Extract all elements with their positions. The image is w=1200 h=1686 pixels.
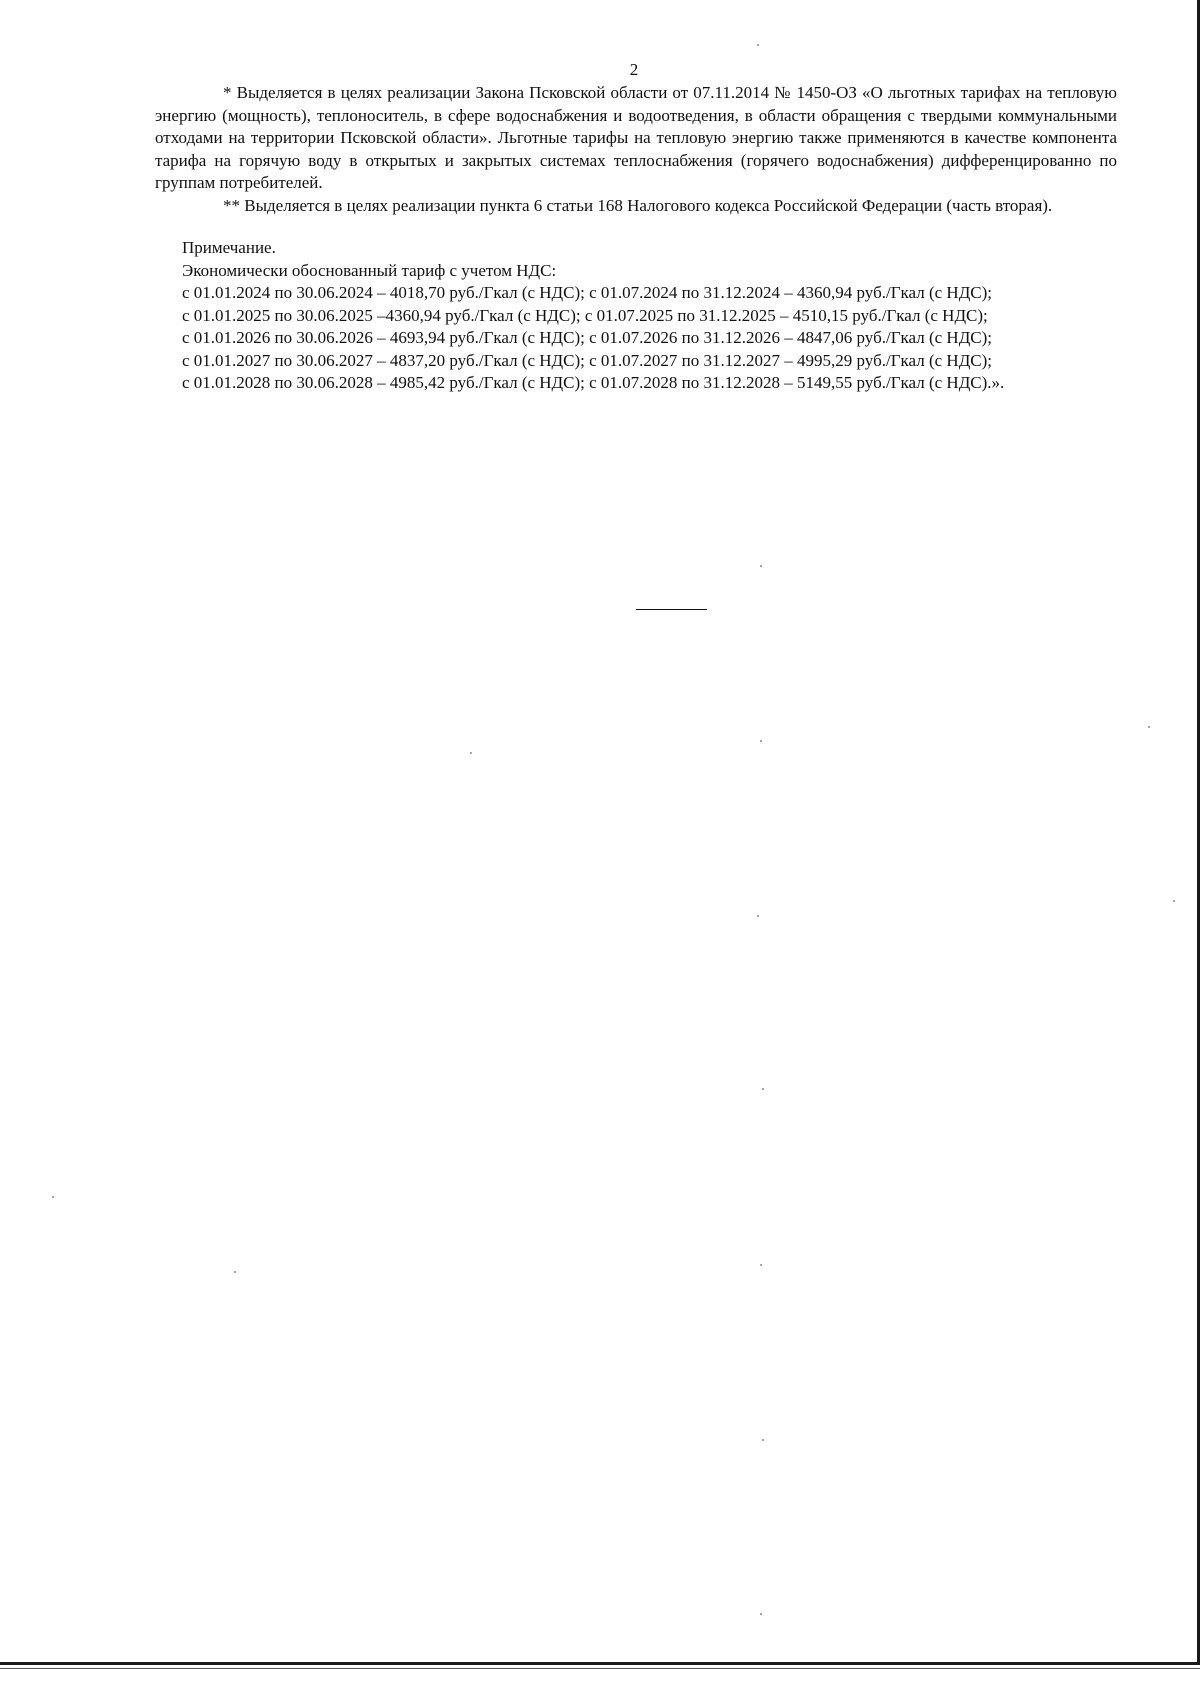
scan-speck xyxy=(760,1613,762,1615)
tariff-line-2026: с 01.01.2026 по 30.06.2026 – 4693,94 руб./Гкал (с НДС); с 01.07.2026 по 31.12.2026 – 4847,06 руб./Гкал (с НДС); xyxy=(182,328,993,347)
scan-border-bottom-thin xyxy=(0,1668,1200,1669)
scan-border-bottom xyxy=(0,1662,1200,1665)
page-number: 2 xyxy=(629,60,639,79)
scan-speck xyxy=(760,1264,762,1266)
scan-speck xyxy=(757,44,759,46)
scan-speck xyxy=(470,752,472,754)
footnote-single-asterisk: * Выделяется в целях реализации Закона Псковской области от 07.11.2014 № 1450-ОЗ «О льготных тарифах на тепловую энергию (мощность), теплоноситель, в сфере водоснабжения и водоотведения, в области обращения с твердыми коммунальными отходами на территории Псковской области». Льготные тарифы на тепловую энергию также применяются в качестве компонента тарифа на горячую воду в открытых и закрытых системах теплоснабжения (горячего водоснабжения) дифференцированно по группам потребителей. xyxy=(155,83,1117,192)
scan-speck xyxy=(760,740,762,742)
closing-rule xyxy=(636,609,707,610)
scan-speck xyxy=(1148,726,1150,728)
scan-speck xyxy=(1173,900,1175,902)
scan-speck xyxy=(760,565,762,567)
tariff-line-2028: с 01.01.2028 по 30.06.2028 – 4985,42 руб./Гкал (с НДС); с 01.07.2028 по 31.12.2028 – 5149,55 руб./Гкал (с НДС).». xyxy=(182,373,1005,392)
note-heading: Примечание. xyxy=(182,238,276,257)
scan-speck xyxy=(52,1196,54,1198)
note-section xyxy=(155,237,1117,395)
tariff-line-2025: с 01.01.2025 по 30.06.2025 –4360,94 руб./Гкал (с НДС); с 01.07.2025 по 31.12.2025 – 4510,15 руб./Гкал (с НДС); xyxy=(182,305,988,325)
scan-speck xyxy=(762,1439,764,1441)
footnote-double-asterisk: ** Выделяется в целях реализации пункта 6 статьи 168 Налогового кодекса Российской Федерации (часть вторая). xyxy=(223,195,1053,215)
document-body xyxy=(155,82,1117,395)
note-subheading: Экономически обоснованный тариф с учетом НДС: xyxy=(182,260,557,280)
scan-speck xyxy=(762,1088,764,1090)
tariff-line-2024: с 01.01.2024 по 30.06.2024 – 4018,70 руб./Гкал (с НДС); с 01.07.2024 по 31.12.2024 – 4360,94 руб./Гкал (с НДС); xyxy=(182,283,993,302)
scan-speck xyxy=(234,1271,236,1273)
scan-speck xyxy=(757,915,759,917)
tariff-line-2027: с 01.01.2027 по 30.06.2027 – 4837,20 руб./Гкал (с НДС); с 01.07.2027 по 31.12.2027 – 4995,29 руб./Гкал (с НДС); xyxy=(182,350,993,370)
